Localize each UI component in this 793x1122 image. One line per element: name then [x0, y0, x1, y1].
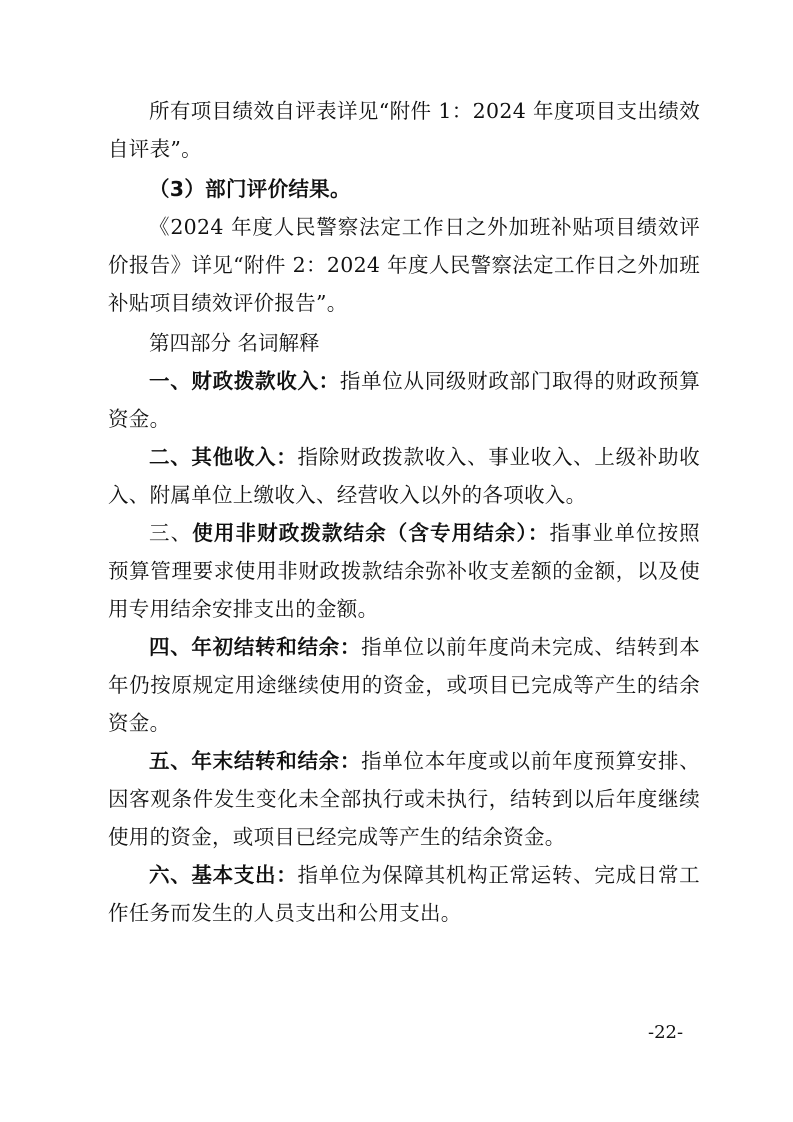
definition-term: 二、其他收入：	[149, 445, 298, 469]
definition-term: 六、基本支出：	[149, 863, 298, 887]
definition-fiscal-income	[108, 362, 700, 438]
definition-text: 指单位从同级财政部门取得的财政预算资金。	[108, 369, 700, 431]
definition-term-prefix: 三、	[149, 521, 193, 545]
paragraph-attachment-1	[108, 92, 700, 168]
subheading-department-evaluation: （3）部门评价结果。	[149, 177, 351, 201]
definition-text: 指单位为保障其机构正常运转、完成日常工作任务而发生的人员支出和公用支出。	[108, 863, 700, 925]
definition-basic-expenditure	[108, 856, 700, 932]
definition-text: 指单位本年度或以前年度预算安排、因客观条件发生变化未全部执行或未执行，结转到以后年度继续使用的资金，或项目已经完成等产生的结余资金。	[108, 749, 700, 849]
definition-beginning-carryover	[108, 628, 700, 742]
definition-other-income	[108, 438, 700, 514]
definition-text: 指单位以前年度尚未完成、结转到本年仍按原规定用途继续使用的资金，或项目已完成等产生的结余资金。	[108, 635, 700, 735]
paragraph-text: 《2024 年度人民警察法定工作日之外加班补贴项目绩效评价报告》详见“附件 2：2024 年度人民警察法定工作日之外加班补贴项目绩效评价报告”。	[108, 215, 700, 315]
definition-term: 一、财政拨款收入：	[149, 369, 340, 393]
paragraph-evaluation-heading	[108, 170, 700, 208]
paragraph-attachment-2	[108, 208, 700, 322]
definition-text: 指除财政拨款收入、事业收入、上级补助收入、附属单位上缴收入、经营收入以外的各项收入。	[108, 445, 700, 507]
definition-term: 四、年初结转和结余：	[149, 635, 362, 659]
document-body	[108, 92, 700, 932]
page-number: -22-	[648, 1022, 684, 1043]
definition-ending-carryover	[108, 742, 700, 856]
definition-text: 指事业单位按照预算管理要求使用非财政拨款结余弥补收支差额的金额，以及使用专用结余安排支出的金额。	[108, 521, 700, 621]
definition-non-fiscal-balance	[108, 514, 700, 628]
paragraph-text: 所有项目绩效自评表详见“附件 1：2024 年度项目支出绩效自评表”。	[108, 99, 700, 161]
definition-term: 五、年末结转和结余：	[149, 749, 362, 773]
section-heading: 第四部分 名词解释	[149, 331, 320, 355]
definition-term: 使用非财政拨款结余（含专用结余）：	[192, 521, 550, 545]
